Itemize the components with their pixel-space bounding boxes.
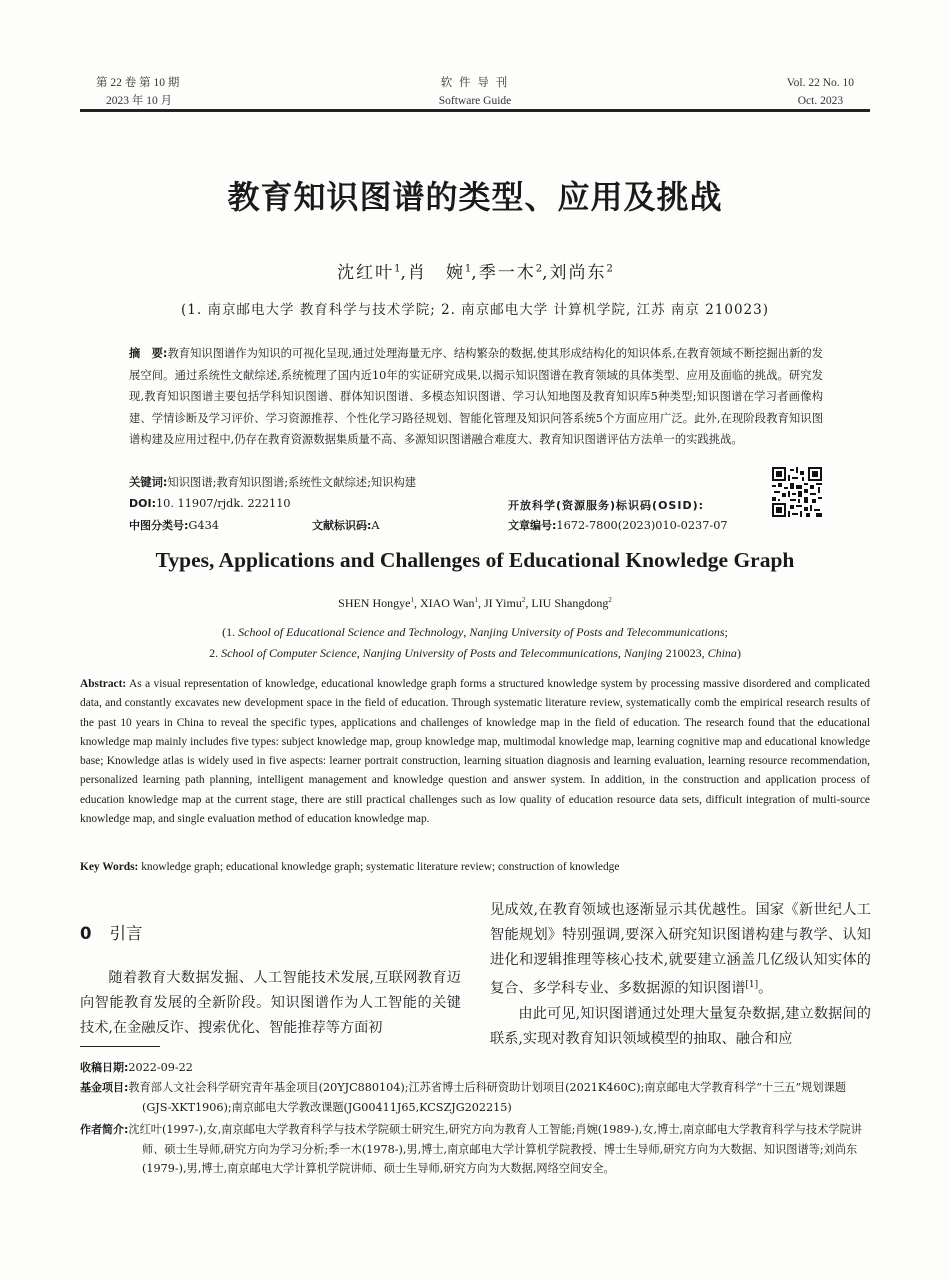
fund-text: 教育部人文社会科学研究青年基金项目(20YJC880104);江苏省博士后科研资助计划项目(2021K460C);南京邮电大学教育科学“十三五”规划课题(GJS-XKT1906);南京邮电大学教改课题(JG00411J65,KCSZJG202215) [128,1081,846,1114]
body-column-right [490,898,871,1052]
body-paragraph: 随着教育大数据发掘、人工智能技术发展,互联网教育迈向智能教育发展的全新阶段。知识图谱作为人工智能的关键技术,在金融反诈、搜索优化、智能推荐等方面初 [80,970,461,1036]
section-heading [80,920,142,944]
abstract-en-text: As a visual representation of knowledge, educational knowledge graph forms a structured knowledge system by processing massive disordered and complicated data, and constantly excavates new development space in the field of education. Through systematic literature review, systematically comb the empirical research results of the past 10 years in China to reveal the specific types, applications and challenges of knowledge map in the field of education. The research found that the educational knowledge map mainly includes five types: subject knowledge map, group knowledge map, multimodal knowledge map, learning cognitive map and educational knowledge base; Knowledge atlas is widely used in five aspects: learner portrait construction, learning situation diagnosis and learning evaluation, learning resource recommendation, personalized learning path planning, intelligent management and knowledge question and answer system. In addition, in the construction and application process of education knowledge map at the current stage, there are still practical challenges such as low quality of education resource data sets, difficult integration of multi-source knowledge map, and single evaluation method of education knowledge map. [80,678,870,826]
section-title: 引言 [109,924,143,943]
affil-en-school: School of Computer Science [221,646,357,660]
header-rule [80,109,870,112]
citation-link[interactable]: [1] [745,980,759,990]
body-punct: 。 [758,980,773,997]
keywords-cn-label: 关键词: [129,476,168,489]
volume-en: Vol. 22 No. 10 [786,77,854,89]
author-name-en: XIAO Wan [419,596,475,610]
footnote-bio [80,1120,875,1179]
footnote-received [80,1058,875,1078]
author-name: 肖 婉 [407,263,465,283]
osid-qr-code[interactable] [772,467,822,517]
clc-label: 中图分类号: [129,519,189,532]
author-name-en: JI Yimu [483,596,522,610]
affil-en-zip: 210023 [665,646,702,660]
received-date: 2022-09-22 [128,1061,193,1074]
body-paragraph: 见成效,在教育领域也逐渐显示其优越性。国家《新世纪人工智能规划》特别强调,要深入研究知识图谱构建与教学、认知进化和逻辑推理等核心技术,就要建立涵盖几亿级认知实体的复合、多学科专业、多数据源的知识图谱 [490,902,871,997]
bio-text: 沈红叶(1997-),女,南京邮电大学教育科学与技术学院硕士研究生,研究方向为教育人工智能;肖婉(1989-),女,博士,南京邮电大学教育科学与技术学院讲师、硕士生导师,研究方向为学习分析;季一木(1978-),男,博士,南京邮电大学计算机学院教授、博士生导师,研究方向为大数据、知识图谱等;刘尚东(1979-),男,博士,南京邮电大学计算机学院讲师、硕士生导师,研究方向为大数据,网络空间安全。 [128,1123,862,1175]
osid-label: 开放科学(资源服务)标识码(OSID): [508,499,705,512]
affil-en-city: Nanjing [623,646,663,660]
bio-label: 作者简介: [80,1123,129,1136]
affil-en-univ: Nanjing University of Posts and Telecommunications [469,625,725,639]
article-no-label: 文章编号: [508,519,557,532]
author-name: 沈红叶 [337,263,395,283]
author-affil-mark: 1 [410,596,414,604]
body-paragraph: 由此可见,知识图谱通过处理大量复杂数据,建立数据间的联系,实现对教育知识领域模型的抽取、融合和应 [490,1005,871,1047]
issue-date-en: Oct. 2023 [797,95,844,107]
author-name: 季一木 [478,263,536,283]
author-name-en: LIU Shangdong [531,596,609,610]
doi-line [129,494,291,514]
fund-block [80,1078,875,1117]
author-list: 沈红叶$^1$,肖 婉$^1$,季一木$^2$,刘尚东$^2$ [337,263,613,283]
author-list-en: SHEN Hongye$^1$, XIAO Wan$^1$, JI Yimu$^2$, LIU Shangdong$^2$ [338,596,612,610]
footnote-rule [80,1046,160,1047]
author-affil-mark: 1 [464,263,472,275]
author-affil-mark: 1 [474,596,478,604]
section-number: 0 [80,924,92,943]
volume-issue: 第 22 卷 第 10 期 [96,77,180,89]
keywords-en [80,861,870,873]
received-label: 收稿日期: [80,1061,129,1074]
author-affil-mark: 2 [606,263,613,275]
clc-line [129,516,219,536]
affil-en-prefix: (1. [222,625,239,639]
author-affil-mark: 2 [521,596,526,604]
issue-date-cn: 2023 年 10 月 [106,95,173,107]
abstract-en [80,675,870,829]
journal-name-en: Software Guide [438,95,512,107]
affiliation-en-line2: 2. School of Computer Science, Nanjing University of Posts and Telecommunications, Nanjing 210023, China) [209,646,741,660]
author-affil-mark: 1 [394,263,401,275]
affiliation-en-line1: (1. School of Educational Science and Technology, Nanjing University of Posts and Telecommunications; [222,625,728,639]
keywords-en-label: Key Words: [80,861,139,873]
author-name: 刘尚东 [549,263,607,283]
affil-en-prefix: 2. [209,646,222,660]
author-name-en: SHEN Hongye [338,596,411,610]
journal-volume [787,74,854,110]
keywords-cn [129,472,823,494]
doc-code-value: A [371,519,380,532]
footnote-fund [80,1078,875,1117]
abstract-cn [129,343,823,451]
bio-block [80,1120,875,1179]
author-affil-mark: 2 [535,263,543,275]
affil-en-country: China [707,646,737,660]
keywords-cn-text: 知识图谱;教育知识图谱;系统性文献综述;知识构建 [167,476,417,489]
doc-code-line [312,516,380,536]
author-affil-mark: 2 [608,596,612,604]
article-no-value: 1672-7800(2023)010-0237-07 [556,519,728,532]
paper-title: 教育知识图谱的类型、应用及挑战 [227,178,723,216]
affil-en-school: School of Educational Science and Technology [238,625,464,639]
osid-line [508,496,704,516]
article-no-line [508,516,728,536]
affiliation: (1. 南京邮电大学 教育科学与技术学院; 2. 南京邮电大学 计算机学院, 江苏 南京 210023) [181,302,769,318]
journal-name-cn: 软 件 导 刊 [440,77,510,89]
paper-title-en: Types, Applications and Challenges of Educational Knowledge Graph [155,548,795,572]
doc-code-label: 文献标识码: [312,519,372,532]
keywords-en-text: knowledge graph; educational knowledge graph; systematic literature review; construction of knowledge [141,861,620,873]
running-header [80,74,870,114]
abstract-en-label: Abstract: [80,678,127,690]
clc-value: G434 [188,519,219,532]
journal-name [80,74,870,110]
abstract-cn-text: 教育知识图谱作为知识的可视化呈现,通过处理海量无序、结构繁杂的数据,使其形成结构化的知识体系,在教育领域不断挖掘出新的发展空间。通过系统性文献综述,系统梳理了国内近10年的实证研究成果,以揭示知识图谱在教育领域的具体类型、应用及面临的挑战。研究发现,教育知识图谱主要包括学科知识图谱、群体知识图谱、多模态知识图谱、学习认知地图及教育知识库5种类型;知识图谱在学习者画像构建、学情诊断及学习评价、学习资源推荐、个性化学习路径规划、智能化管理及知识问答系统5个方面应用广泛。此外,在现阶段教育知识图谱构建及应用过程中,仍存在教育资源数据集质量不高、多源知识图谱融合难度大、教育知识图谱评估方法单一的实践挑战。 [129,347,823,446]
abstract-cn-label: 摘 要: [129,347,168,360]
doi-value: 10. 11907/rjdk. 222110 [155,497,291,510]
affil-en-univ: Nanjing University of Posts and Telecommunications [362,646,618,660]
fund-label: 基金项目: [80,1081,129,1094]
doi-label: DOI: [129,497,156,510]
